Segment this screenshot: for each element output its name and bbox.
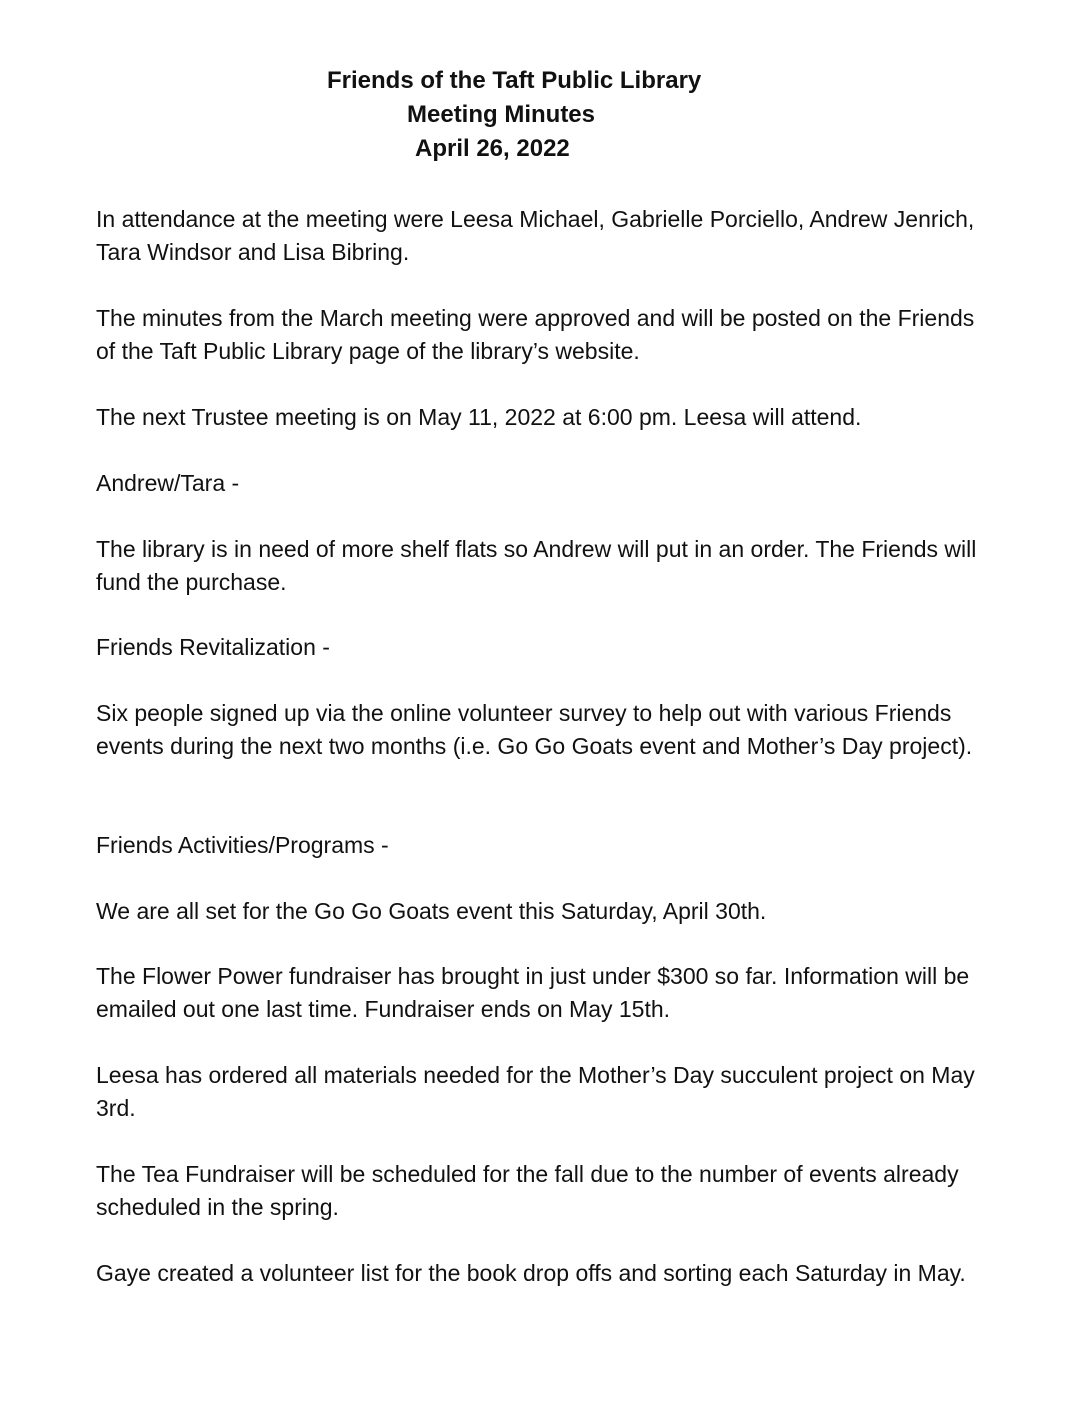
section-heading-activities: Friends Activities/Programs -	[96, 832, 389, 858]
goats-event-paragraph: We are all set for the Go Go Goats event this Saturday, April 30th.	[96, 898, 767, 924]
minutes-approval-paragraph: The minutes from the March meeting were approved and will be posted on the Friends of the Taft Public Library page of the library’s website.	[96, 305, 975, 364]
mothers-day-paragraph: Leesa has ordered all materials needed for the Mother’s Day succulent project on May 3rd.	[96, 1062, 975, 1121]
meeting-date: April 26, 2022	[415, 135, 570, 162]
flower-power-paragraph: The Flower Power fundraiser has brought in just under $300 so far. Information will be emailed out one last time. Fundraiser ends on May 15th.	[96, 963, 970, 1022]
attendance-paragraph: In attendance at the meeting were Leesa Michael, Gabrielle Porciello, Andrew Jenrich, Tara Windsor and Lisa Bibring.	[96, 206, 975, 265]
section-heading-andrew-tara: Andrew/Tara -	[96, 470, 240, 496]
document-title: Meeting Minutes	[407, 101, 596, 128]
volunteer-survey-paragraph: Six people signed up via the online volunteer survey to help out with various Friends events during the next two months (i.e. Go Go Goats event and Mother’s Day project).	[96, 700, 973, 759]
shelf-flats-paragraph: The library is in need of more shelf flats so Andrew will put in an order. The Friends will fund the purchase.	[96, 536, 977, 595]
organization-name: Friends of the Taft Public Library	[327, 67, 702, 94]
trustee-meeting-paragraph: The next Trustee meeting is on May 11, 2022 at 6:00 pm. Leesa will attend.	[96, 404, 862, 430]
volunteer-list-paragraph: Gaye created a volunteer list for the book drop offs and sorting each Saturday in May.	[96, 1260, 966, 1286]
section-heading-revitalization: Friends Revitalization -	[96, 634, 330, 660]
tea-fundraiser-paragraph: The Tea Fundraiser will be scheduled for the fall due to the number of events already scheduled in the spring.	[96, 1161, 959, 1220]
